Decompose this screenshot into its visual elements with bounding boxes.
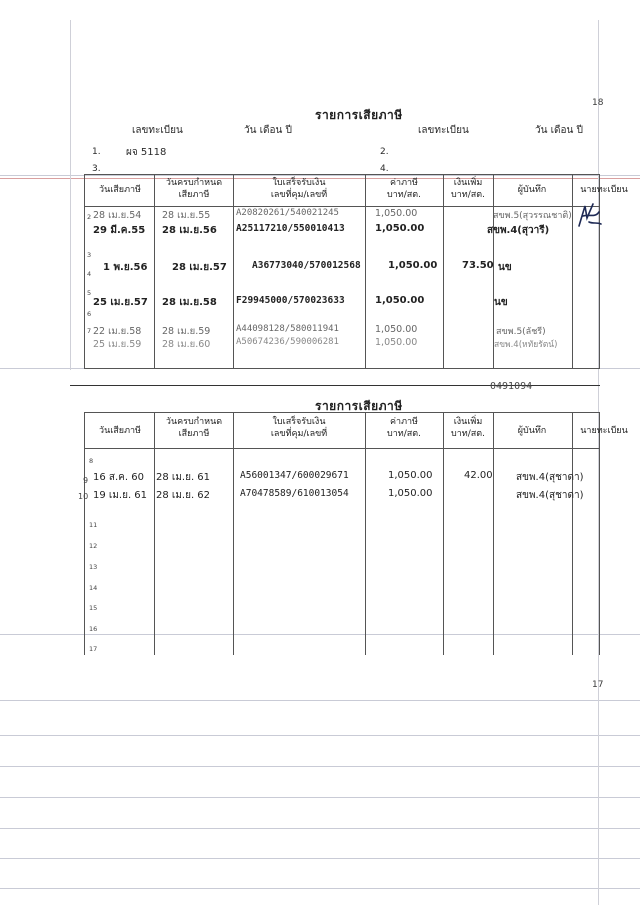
reg-line-4-number: 4.	[380, 164, 389, 174]
t1-cell-receipt: A20820261/540021245	[236, 208, 339, 218]
t2-cell-surcharge: 42.00	[464, 470, 493, 481]
t1-cell-recorder: สขพ.4(หทัยรัตน์)	[494, 340, 558, 350]
reg-line-2-number: 2.	[380, 147, 389, 157]
row-number: 2	[87, 213, 92, 221]
scan-line	[0, 858, 640, 859]
t1-cell-due: 28 เม.ย.58	[162, 297, 217, 308]
page-border	[70, 20, 71, 370]
row-number: 4	[87, 270, 92, 278]
row-number: 9	[83, 476, 89, 485]
section2-title: รายการเสียภาษี	[315, 399, 403, 413]
t1-cell-recorder: นข	[494, 297, 508, 308]
t1-cell-due: 28 เม.ย.56	[162, 225, 217, 236]
scan-line	[0, 797, 640, 798]
label-registration-b: เลขทะเบียน	[418, 125, 469, 136]
scan-line	[0, 735, 640, 736]
t2-cell-paid: 19 เม.ย. 61	[93, 490, 148, 501]
t1-cell-paid: 22 เม.ย.58	[93, 326, 142, 337]
t1-cell-paid: 28 เม.ย.54	[93, 210, 142, 221]
t1-header-recorder: ผู้บันทึก	[517, 185, 547, 195]
t1-cell-recorder: สขพ.5(ลัชรี)	[496, 327, 546, 337]
scan-line	[0, 828, 640, 829]
row-number: 8	[89, 457, 94, 465]
t2-cell-due: 28 เม.ย. 61	[156, 472, 211, 483]
registrar-signature	[575, 200, 605, 232]
t1-cell-tax: 1,050.00	[375, 208, 418, 219]
t2-header-registrar: นายทะเบียน	[580, 426, 628, 436]
t2-header-surcharge: เงินเพิ่ม บาท/สต.	[451, 417, 485, 439]
scan-line	[0, 700, 640, 701]
t2-header-paid-date: วันเสียภาษี	[99, 426, 141, 436]
t1-cell-paid: 1 พ.ย.56	[103, 262, 148, 273]
t1-cell-tax: 1,050.00	[375, 223, 425, 234]
reg-line-3-number: 3.	[92, 164, 101, 174]
t2-header-recorder: ผู้บันทึก	[517, 426, 547, 436]
t1-cell-surcharge: 73.50	[462, 260, 494, 271]
reg-line-1-value: ผจ 5118	[126, 147, 167, 158]
t1-header-due-date: วันครบกำหนด เสียภาษี	[165, 178, 223, 200]
row-number: 7	[87, 327, 92, 335]
t1-header-registrar: นายทะเบียน	[580, 185, 628, 195]
t2-cell-due: 28 เม.ย. 62	[156, 490, 211, 501]
reg-line-1-number: 1.	[92, 147, 101, 157]
t1-cell-receipt: A50674236/590006281	[236, 337, 339, 347]
t1-cell-recorder: นข	[498, 262, 512, 273]
t1-cell-recorder: สขพ.5(สุวรรณชาติ)	[493, 211, 572, 221]
t1-cell-paid: 29 มี.ค.55	[93, 225, 146, 236]
row-number: 6	[87, 310, 92, 318]
page-number-top: 18	[592, 98, 604, 108]
t1-cell-due: 28 เม.ย.59	[162, 326, 211, 337]
t1-cell-receipt: A44098128/580011941	[236, 324, 339, 334]
t1-header-receipt: ใบเสร็จรับเงิน เลขที่คุม/เลขที่	[270, 178, 328, 200]
page-number-bottom: 17	[592, 680, 604, 690]
row-number: 10	[78, 492, 89, 501]
t2-cell-receipt: A56001347/600029671	[240, 470, 349, 481]
t1-header-surcharge: เงินเพิ่ม บาท/สต.	[451, 178, 485, 200]
t1-cell-due: 28 เม.ย.55	[162, 210, 211, 221]
t2-cell-recorder: สขพ.4(สุชาดา)	[516, 472, 584, 483]
row-number: 11	[89, 521, 98, 529]
t2-cell-recorder: สขพ.4(สุชาดา)	[516, 490, 584, 501]
t1-cell-due: 28 เม.ย.57	[172, 262, 227, 273]
t1-cell-tax: 1,050.00	[375, 337, 418, 348]
t2-header-due-date: วันครบกำหนด เสียภาษี	[165, 417, 223, 439]
t2-header-receipt: ใบเสร็จรับเงิน เลขที่คุม/เลขที่	[270, 417, 328, 439]
t1-cell-paid: 25 เม.ย.59	[93, 339, 142, 350]
row-number: 3	[87, 251, 92, 259]
t2-cell-receipt: A70478589/610013054	[240, 488, 349, 499]
scan-line	[0, 888, 640, 889]
t1-cell-receipt: F29945000/570023633	[236, 295, 345, 306]
t1-cell-tax: 1,050.00	[388, 260, 438, 271]
row-number: 17	[89, 645, 98, 653]
section1-title: รายการเสียภาษี	[315, 108, 403, 122]
scan-line	[0, 766, 640, 767]
row-number: 12	[89, 542, 98, 550]
row-number: 16	[89, 625, 98, 633]
t1-cell-tax: 1,050.00	[375, 324, 418, 335]
t1-cell-receipt: A36773040/570012568	[252, 260, 361, 271]
t1-cell-tax: 1,050.00	[375, 295, 425, 306]
t1-header-tax: ค่าภาษี บาท/สต.	[387, 178, 421, 200]
t2-cell-tax: 1,050.00	[388, 488, 433, 499]
label-date-a: วัน เดือน ปี	[244, 125, 292, 136]
row-number: 5	[87, 289, 92, 297]
t1-cell-due: 28 เม.ย.60	[162, 339, 211, 350]
section2-header-fragment: 0491094	[490, 381, 533, 392]
row-number: 15	[89, 604, 98, 612]
t1-cell-recorder: สขพ.4(สุวารี)	[487, 225, 550, 236]
label-date-b: วัน เดือน ปี	[535, 125, 583, 136]
t2-cell-tax: 1,050.00	[388, 470, 433, 481]
row-number: 13	[89, 563, 98, 571]
label-registration-a: เลขทะเบียน	[132, 125, 183, 136]
t2-cell-paid: 16 ส.ค. 60	[93, 472, 144, 483]
row-number: 14	[89, 584, 98, 592]
t2-header-tax: ค่าภาษี บาท/สต.	[387, 417, 421, 439]
t1-cell-paid: 25 เม.ย.57	[93, 297, 148, 308]
t1-cell-receipt: A25117210/550010413	[236, 223, 345, 234]
t1-header-paid-date: วันเสียภาษี	[99, 185, 141, 195]
